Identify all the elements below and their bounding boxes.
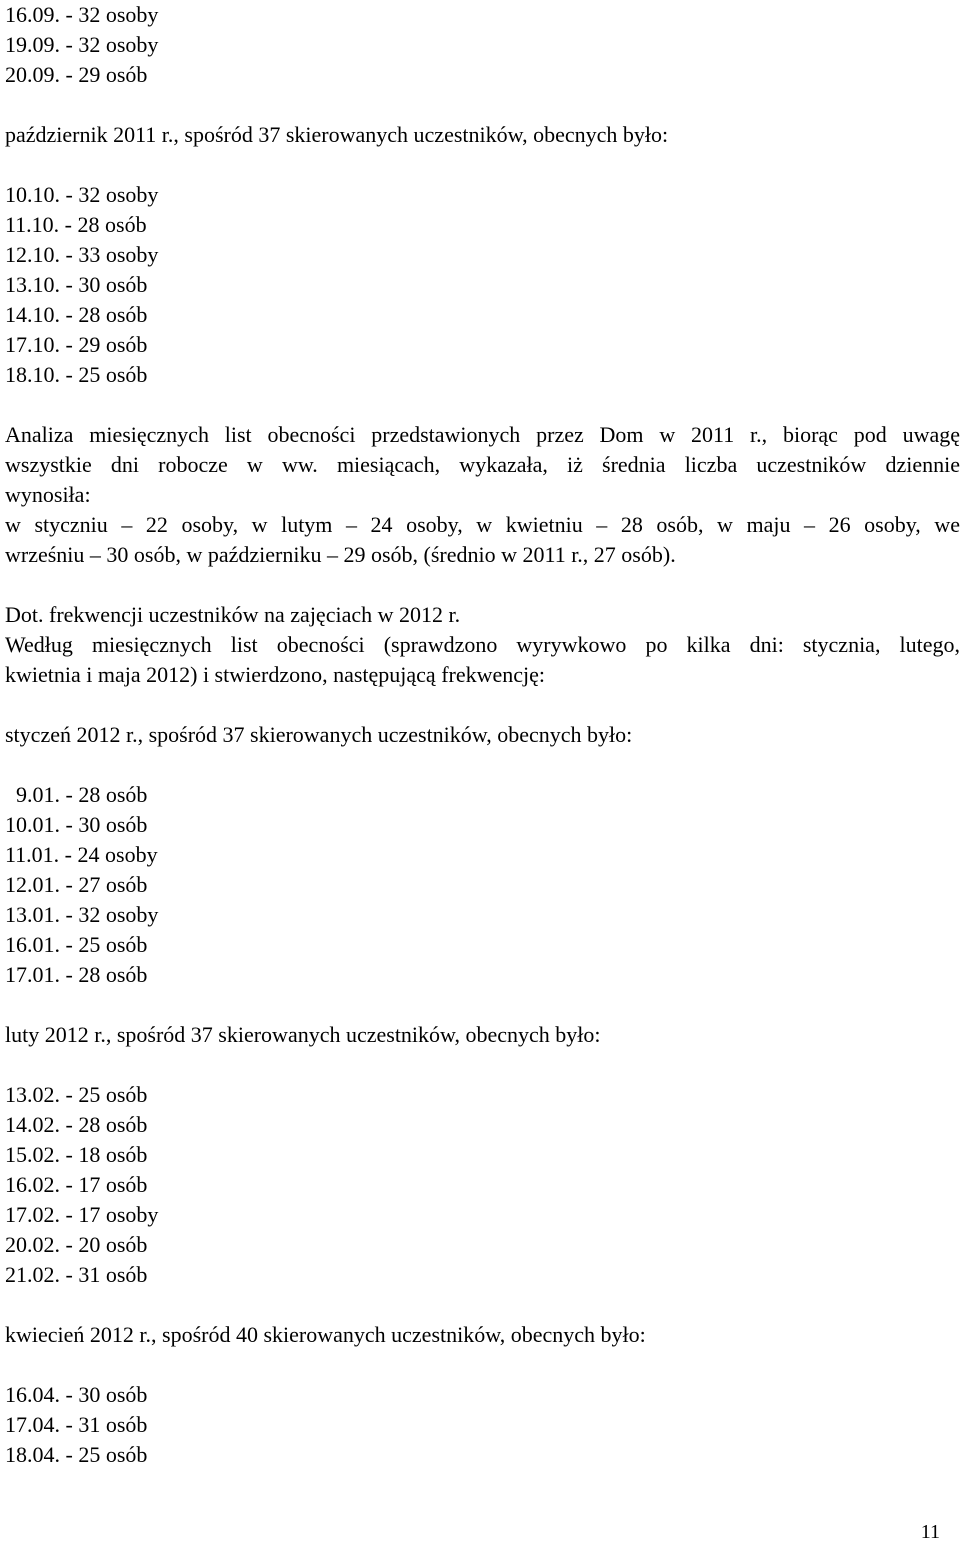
list-item: 12.01. - 27 osób (5, 872, 148, 897)
paragraph-line: w styczniu – 22 osoby, w lutym – 24 osoby, w kwietniu – 28 osób, w maju – 26 osoby, we (5, 512, 960, 537)
list-item: 20.02. - 20 osób (5, 1232, 148, 1257)
paragraph-line: wynosiła: (5, 482, 91, 507)
list-item: 17.04. - 31 osób (5, 1412, 148, 1437)
september-list (5, 0, 960, 90)
page-number: 11 (920, 1521, 940, 1543)
list-item: 16.01. - 25 osób (5, 932, 148, 957)
list-item: 9.01. - 28 osób (16, 782, 148, 807)
april-heading: kwiecień 2012 r., spośród 40 skierowanych uczestników, obecnych było: (5, 1322, 646, 1347)
list-item: 15.02. - 18 osób (5, 1142, 148, 1167)
list-item: 18.10. - 25 osób (5, 362, 148, 387)
april-list (5, 1380, 960, 1470)
list-item: 16.09. - 32 osoby (5, 2, 159, 27)
list-item: 17.01. - 28 osób (5, 962, 148, 987)
list-item: 18.04. - 25 osób (5, 1442, 148, 1467)
february-list (5, 1080, 960, 1290)
october-heading: październik 2011 r., spośród 37 skierowanych uczestników, obecnych było: (5, 122, 669, 147)
paragraph-line: wrześniu – 30 osób, w październiku – 29 osób, (średnio w 2011 r., 27 osób). (5, 542, 676, 567)
february-heading: luty 2012 r., spośród 37 skierowanych uczestników, obecnych było: (5, 1022, 601, 1047)
list-item: 13.02. - 25 osób (5, 1082, 148, 1107)
list-item: 14.10. - 28 osób (5, 302, 148, 327)
list-item: 10.10. - 32 osoby (5, 182, 159, 207)
document-page (5, 0, 960, 1470)
october-list (5, 180, 960, 390)
list-item: 21.02. - 31 osób (5, 1262, 148, 1287)
section-2012 (5, 600, 960, 690)
january-heading: styczeń 2012 r., spośród 37 skierowanych uczestników, obecnych było: (5, 722, 633, 747)
paragraph-line: kwietnia i maja 2012) i stwierdzono, następującą frekwencję: (5, 662, 546, 687)
list-item: 14.02. - 28 osób (5, 1112, 148, 1137)
analysis-paragraph (5, 420, 960, 570)
list-item: 13.01. - 32 osoby (5, 902, 159, 927)
list-item: 13.10. - 30 osób (5, 272, 148, 297)
list-item: 10.01. - 30 osób (5, 812, 148, 837)
january-list (5, 780, 960, 990)
list-item: 11.10. - 28 osób (5, 212, 147, 237)
section-heading: Dot. frekwencji uczestników na zajęciach w 2012 r. (5, 602, 461, 627)
paragraph-line: wszystkie dni robocze w ww. miesiącach, wykazała, iż średnia liczba uczestników dziennie (5, 452, 960, 477)
list-item: 19.09. - 32 osoby (5, 32, 159, 57)
list-item: 16.04. - 30 osób (5, 1382, 148, 1407)
list-item: 11.01. - 24 osoby (5, 842, 158, 867)
list-item: 17.10. - 29 osób (5, 332, 148, 357)
paragraph-line: Analiza miesięcznych list obecności przedstawionych przez Dom w 2011 r., biorąc pod uwagę (5, 422, 960, 447)
list-item: 20.09. - 29 osób (5, 62, 148, 87)
list-item: 16.02. - 17 osób (5, 1172, 148, 1197)
paragraph-line: Według miesięcznych list obecności (sprawdzono wyrywkowo po kilka dni: stycznia, lutego, (5, 632, 960, 657)
list-item: 17.02. - 17 osoby (5, 1202, 159, 1227)
list-item: 12.10. - 33 osoby (5, 242, 159, 267)
